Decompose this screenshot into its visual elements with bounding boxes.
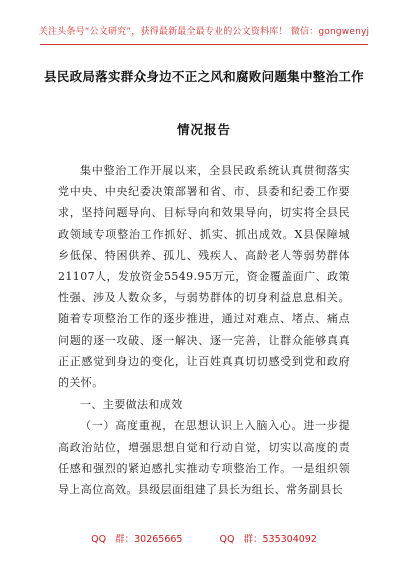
qq-group-1: QQ 群：30265665 [91, 534, 183, 545]
header-divider [40, 44, 368, 45]
promo-header: 关注头条号“公文研究”，获得最新最全最专业的公文资料库！ 微信：gongwenyj [38, 27, 370, 37]
intro-paragraph: 集中整治工作开展以来，全县民政系统认真贯彻落实党中央、中央纪委决策部署和省、市、县委和纪委工作要求，坚持问题导向、目标导向和效果导向，切实将全县民政领域专项整治工作抓好、抓实、抓出成效。X县保障城乡低保、特困供养、孤儿、残疾人、高龄老人等弱势群体21107人，发放资金5549.95万元，资金覆盖面广、政策性强、涉及人数众多，与弱势群体的切身利益息息相关。随着专项整治工作的逐步推进，通过对难点、堵点、痛点问题的逐一攻破、逐一解决、逐一完善，让群众能够真真正正感觉到身边的变化，让百姓真真切切感受到党和政府的关怀。 [58, 164, 350, 390]
subsection-paragraph: （一）高度重视，在思想认识上入脑入心。进一步提高政治站位，增强思想自觉和行动自觉，切实以高度的责任感和强烈的紧迫感扎实推动专项整治工作。一是组织领导上高位高效。县级层面组建了县长为组长、常务副县长 [58, 419, 350, 497]
section-heading: 一、主要做法和成效 [80, 398, 183, 412]
document-body [58, 160, 350, 500]
document-subtitle: 情况报告 [176, 122, 231, 137]
qq-group-2: QQ 群：535304092 [219, 534, 317, 545]
document-title: 县民政局落实群众身边不正之风和腐败问题集中整治工作 [43, 69, 364, 84]
contact-footer [0, 531, 408, 545]
